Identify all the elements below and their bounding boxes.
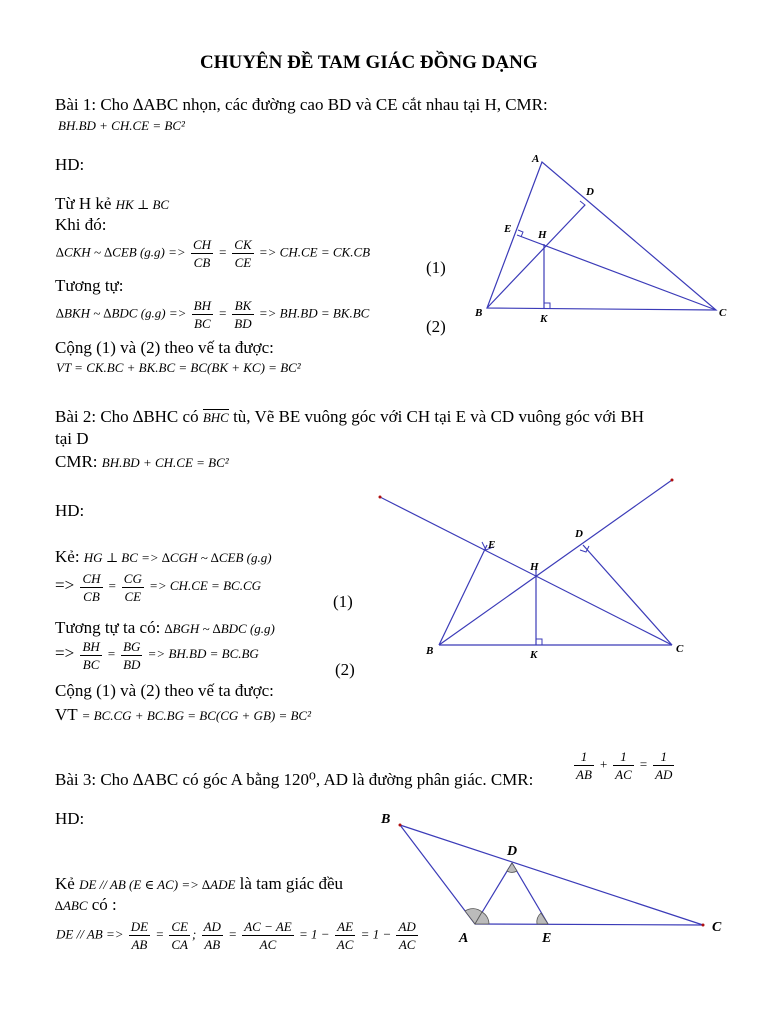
bai1-final: VT = CK.BC + BK.BC = BC(BK + KC) = BC²: [56, 360, 301, 375]
bai1-hd: HD:: [55, 155, 85, 174]
page-title: CHUYÊN ĐỀ TAM GIÁC ĐỒNG DẠNG: [200, 52, 538, 73]
bai1-khido: Khi đó:: [55, 215, 107, 234]
fig1-label-e: E: [504, 223, 512, 235]
bai2-cong: Cộng (1) và (2) theo vế ta được:: [55, 681, 274, 700]
bai2-tuongtu: Tương tự ta có:: [55, 618, 161, 637]
bai2-eq2: => $\frac{BH}{BC}$ = $\frac{BG}{BD}$ => BH.BD = BC.BG: [55, 639, 259, 672]
bai3-ke-math: DE // AB (E ∈ AC) => ∆ADE: [79, 877, 236, 892]
fig1-label-h: H: [538, 229, 547, 241]
bai3-ke: Kẻ: [55, 874, 75, 893]
bai2-hd: HD:: [55, 501, 85, 520]
fig1-label-d: D: [586, 186, 594, 198]
bai2-tt-math: ∆BGH ~ ∆BDC (g.g): [164, 621, 275, 636]
bai1-step1: Từ H kẻ: [55, 194, 112, 213]
fig1-label-k: K: [540, 313, 548, 325]
bai1-cong: Cộng (1) và (2) theo vế ta được:: [55, 338, 274, 357]
fig2-label-c: C: [676, 643, 684, 655]
bai2-heading-a: Bài 2: Cho ∆BHC có: [55, 407, 199, 426]
bai1-heading: Bài 1: Cho ∆ABC nhọn, các đường cao BD và CE cắt nhau tại H, CMR:: [55, 95, 548, 114]
bai3-heading: Bài 3: Cho ∆ABC có góc A bằng 120⁰, AD là đường phân giác. CMR:: [55, 770, 534, 789]
bai3-claim: $\frac{1}{AB}$ + $\frac{1}{AC}$ = $\frac{1}{AD}$: [576, 749, 673, 782]
bai2-ke-math: HG ⊥ BC => ∆CGH ~ ∆CEB (g.g): [83, 550, 272, 565]
bai2-final: = BC.CG + BC.BG = BC(CG + GB) = BC²: [81, 708, 312, 723]
fig3-label-d: D: [507, 844, 518, 859]
bai2-cmr: CMR:: [55, 452, 98, 471]
fig3-label-a: A: [459, 931, 469, 946]
bai1-claim: BH.BD + CH.CE = BC²: [58, 118, 185, 133]
bai3-abc: ∆ABC: [55, 898, 88, 913]
bai3-line: DE // AB => $\frac{DE}{AB}$ = $\frac{CE}{CA}$ ; $\frac{AD}{AB}$ = $\frac{AC - AE}{AC}$ = 1 − $\frac{AE}{AC}$ = 1 − $\frac{AD}{AC}$: [56, 919, 416, 952]
fig1-label-c: C: [719, 307, 727, 319]
bai2-claim: BH.BD + CH.CE = BC²: [101, 455, 229, 470]
bai1-eq2: ∆BKH ~ ∆BDC (g.g) => $\frac{BH}{BC}$ = $\frac{BK}{BD}$ => BH.BD = BK.BC: [56, 298, 370, 331]
fig1-label-a: A: [532, 153, 540, 165]
bai2-heading-b: tù, Vẽ BE vuông góc với CH tại E và CD vuông góc với BH: [233, 407, 645, 426]
bai1-step1-math: HK ⊥ BC: [115, 197, 170, 212]
bai1-tag2: (2): [426, 317, 446, 336]
figure-3: [375, 805, 735, 950]
bai2-eq1: => $\frac{CH}{CB}$ = $\frac{CG}{CE}$ => CH.CE = BC.CG: [55, 571, 262, 604]
bai2-tag2: (2): [335, 660, 355, 679]
fig2-label-k: K: [530, 649, 538, 661]
bai1-tag1: (1): [426, 258, 446, 277]
bai2-tag1: (1): [333, 592, 353, 611]
fig2-label-e: E: [488, 539, 496, 551]
bai2-angle: BHC: [202, 410, 229, 425]
fig3-label-b: B: [381, 812, 391, 827]
bai1-tuongtu: Tương tự:: [55, 276, 124, 295]
bai3-co: có :: [91, 895, 117, 914]
bai1-eq1: ∆CKH ~ ∆CEB (g.g) => $\frac{CH}{CB}$ = $\frac{CK}{CE}$ => CH.CE = CK.CB: [56, 237, 371, 270]
bai2-heading-c: tại D: [55, 429, 89, 448]
figure-1: [470, 150, 740, 330]
fig2-label-b: B: [426, 645, 434, 657]
bai3-hd: HD:: [55, 809, 85, 828]
fig2-label-h: H: [530, 561, 539, 573]
fig3-label-e: E: [542, 931, 552, 946]
bai2-vt: VT: [55, 705, 78, 724]
fig1-label-b: B: [475, 307, 483, 319]
fig2-label-d: D: [575, 528, 583, 540]
fig3-label-c: C: [712, 920, 722, 935]
figure-2: [370, 470, 690, 665]
bai2-ke: Kẻ:: [55, 547, 80, 566]
bai3-ke-post: là tam giác đều: [239, 874, 344, 893]
